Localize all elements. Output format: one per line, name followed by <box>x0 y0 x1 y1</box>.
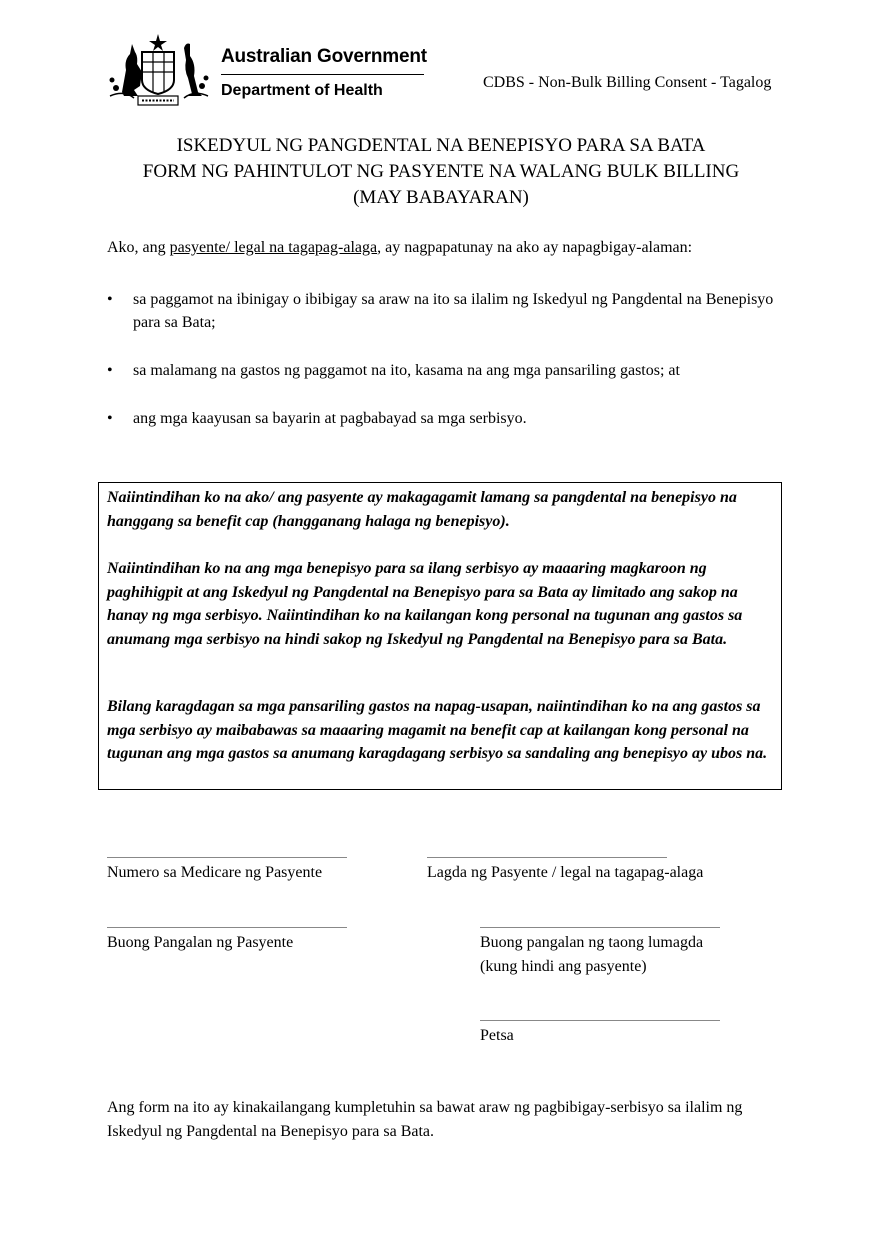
bullet-icon: • <box>107 410 113 427</box>
department-name: Department of Health <box>221 82 383 99</box>
list-item-text: ang mga kaayusan sa bayarin at pagbabayad sa mga serbisyo. <box>133 410 527 427</box>
intro-statement <box>107 239 692 257</box>
date-label: Petsa <box>480 1027 514 1044</box>
signer-full-name-field[interactable] <box>480 927 720 928</box>
patient-full-name-field[interactable] <box>107 927 347 928</box>
government-name: Australian Government <box>221 46 427 67</box>
title-line-2: FORM NG PAHINTULOT NG PASYENTE NA WALANG BULK BILLING <box>142 161 740 182</box>
notice-paragraph-1: Naiintindihan ko na ako/ ang pasyente ay makagagamit lamang sa pangdental na benepisyo na hanggang sa benefit cap (hangganang halaga ng benepisyo). <box>107 489 737 530</box>
footer-note: Ang form na ito ay kinakailangang kumpletuhin sa bawat araw ng pagbibigay-serbisyo sa ilalim ng Iskedyul ng Pangdental na Benepisyo para sa Bata. <box>107 1099 743 1140</box>
list-item-text: sa paggamot na ibinigay o ibibigay sa araw na ito sa ilalim ng Iskedyul ng Pangdental na Benepisyo para sa Bata; <box>133 291 774 331</box>
australian-coat-of-arms-icon <box>104 30 214 108</box>
intro-text-after: , ay nagpapatunay na ako ay napagbigay-alaman: <box>377 239 693 256</box>
medicare-number-field[interactable] <box>107 857 347 858</box>
title-line-3: (MAY BABAYARAN) <box>353 187 529 208</box>
bullet-icon: • <box>107 362 113 379</box>
notice-paragraph-3: Bilang karagdagan sa mga pansariling gastos na napag-usapan, naiintindihan ko na ang gastos sa mga serbisyo ay maibabawas sa maaaring magamit na benefit cap at kailangan kong personal na tugunan ang mga gastos sa anumang karagdagang serbisyo sa sandaling ang benepisyo ay ubos na. <box>107 698 768 762</box>
date-field[interactable] <box>480 1020 720 1021</box>
signer-full-name-note: (kung hindi ang pasyente) <box>480 958 647 975</box>
signature-field[interactable] <box>427 857 667 858</box>
bullet-icon: • <box>107 291 113 308</box>
title-line-1: ISKEDYUL NG PANGDENTAL NA BENEPISYO PARA SA BATA <box>176 135 706 156</box>
document-code: CDBS - Non-Bulk Billing Consent - Tagalog <box>483 74 772 91</box>
notice-box <box>98 482 782 790</box>
list-item-text: sa malamang na gastos ng paggamot na ito, kasama na ang mga pansariling gastos; at <box>133 362 680 379</box>
medicare-number-label: Numero sa Medicare ng Pasyente <box>107 864 323 881</box>
signer-full-name-label: Buong pangalan ng taong lumagda <box>480 934 704 951</box>
intro-underlined-text: pasyente/ legal na tagapag-alaga <box>169 239 378 256</box>
header-divider <box>221 74 424 75</box>
notice-paragraph-2: Naiintindihan ko na ang mga benepisyo para sa ilang serbisyo ay maaaring magkaroon ng paghihigpit at ang Iskedyul ng Pangdental na Benepisyo para sa Bata ay limitado ang sakop na hanay ng mga serbisyo. Naiintindihan ko na kailangan kong personal na tugunan ang gastos sa anumang mga serbisyo na hindi sakop ng Iskedyul ng Pangdental na Benepisyo para sa Bata. <box>107 560 743 648</box>
signature-label: Lagda ng Pasyente / legal na tagapag-alaga <box>427 864 704 881</box>
patient-full-name-label: Buong Pangalan ng Pasyente <box>107 934 294 951</box>
intro-text-before: Ako, ang <box>107 239 170 256</box>
